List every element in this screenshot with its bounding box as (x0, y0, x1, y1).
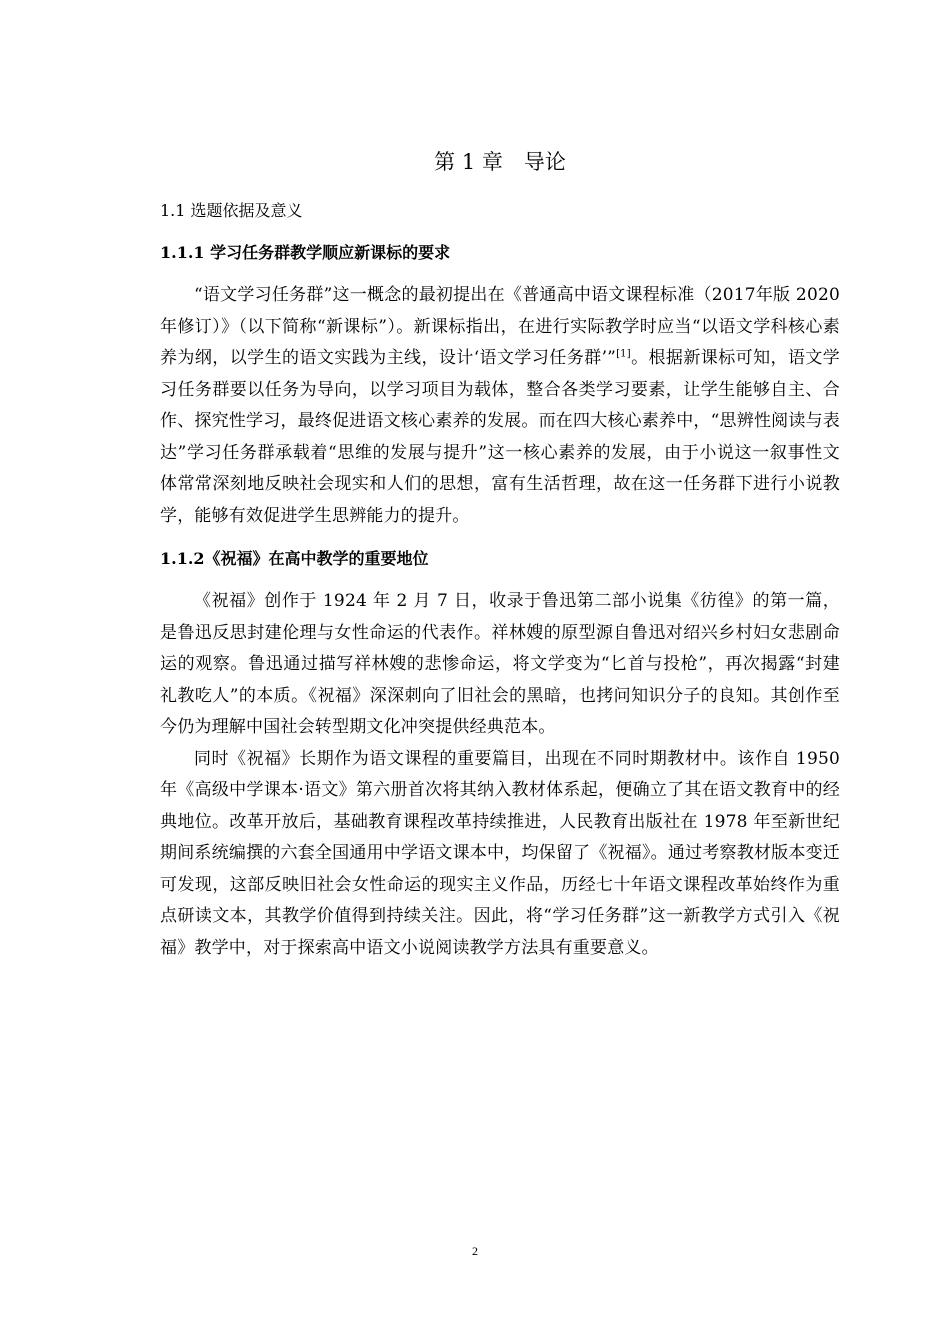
reference-mark: [1] (616, 348, 631, 360)
paragraph-text-after-reference: 。根据新课标可知，语文学习任务群要以任务为导向，以学习项目为载体，整合各类学习要素，让学生能够自主、合作、探究性学习，最终促进语文核心素养的发展。而在四大核心素养中，“思辨性阅读与表达”学习任务群承载着“思维的发展与提升”这一核心素养的发展，由于小说这一叙事性文体常常深刻地反映社会现实和人们的思想，富有生活哲理，故在这一任务群下进行小说教学，能够有效促进学生思辨能力的提升。 (160, 348, 840, 526)
paragraph-zhufu-creation: 《祝福》创作于 1924 年 2 月 7 日，收录于鲁迅第二部小说集《彷徨》的第一篇，是鲁迅反思封建伦理与女性命运的代表作。祥林嫂的原型源自鲁迅对绍兴乡村妇女悲剧命运的观察。鲁迅通过描写祥林嫂的悲惨命运，将文学变为“匕首与投枪”，再次揭露“封建礼教吃人”的本质。《祝福》深深刺向了旧社会的黑暗，也拷问知识分子的良知。其创作至今仍为理解中国社会转型期文化冲突提供经典范本。 (160, 591, 840, 737)
page-content (160, 140, 840, 964)
page-number: 2 (472, 1244, 478, 1258)
paragraph-new-curriculum (160, 280, 840, 532)
section-heading-1-1-2: 1.1.2《祝福》在高中教学的重要地位 (160, 549, 429, 568)
section-heading-1-1-1: 1.1.1 学习任务群教学顺应新课标的要求 (160, 243, 451, 262)
chapter-title: 第 1 章 导论 (434, 150, 566, 174)
paragraph-text-before-reference: “语文学习任务群”这一概念的最初提出在《普通高中语文课程标准（2017年版 2020 年修订）》（以下简称“新课标”）。新课标指出，在进行实际教学时应当“以语文学科核心素养为纲，以学生的语文实践为主线，设计‘语文学习任务群’” (160, 285, 840, 368)
paragraph-zhufu-textbook: 同时《祝福》长期作为语文课程的重要篇目，出现在不同时期教材中。该作自 1950 年《高级中学课本·语文》第六册首次将其纳入教材体系起，便确立了其在语文教育中的经典地位。改革开放后，基础教育课程改革持续推进，人民教育出版社在 1978 年至新世纪期间系统编撰的六套全国通用中学语文课本中，均保留了《祝福》。通过考察教材版本变迁可发现，这部反映旧社会女性命运的现实主义作品，历经七十年语文课程改革始终作为重点研读文本，其教学价值得到持续关注。因此，将“学习任务群”这一新教学方式引入《祝福》教学中，对于探索高中语文小说阅读教学方法具有重要意义。 (160, 748, 840, 958)
section-heading-1-1: 1.1 选题依据及意义 (160, 201, 303, 220)
